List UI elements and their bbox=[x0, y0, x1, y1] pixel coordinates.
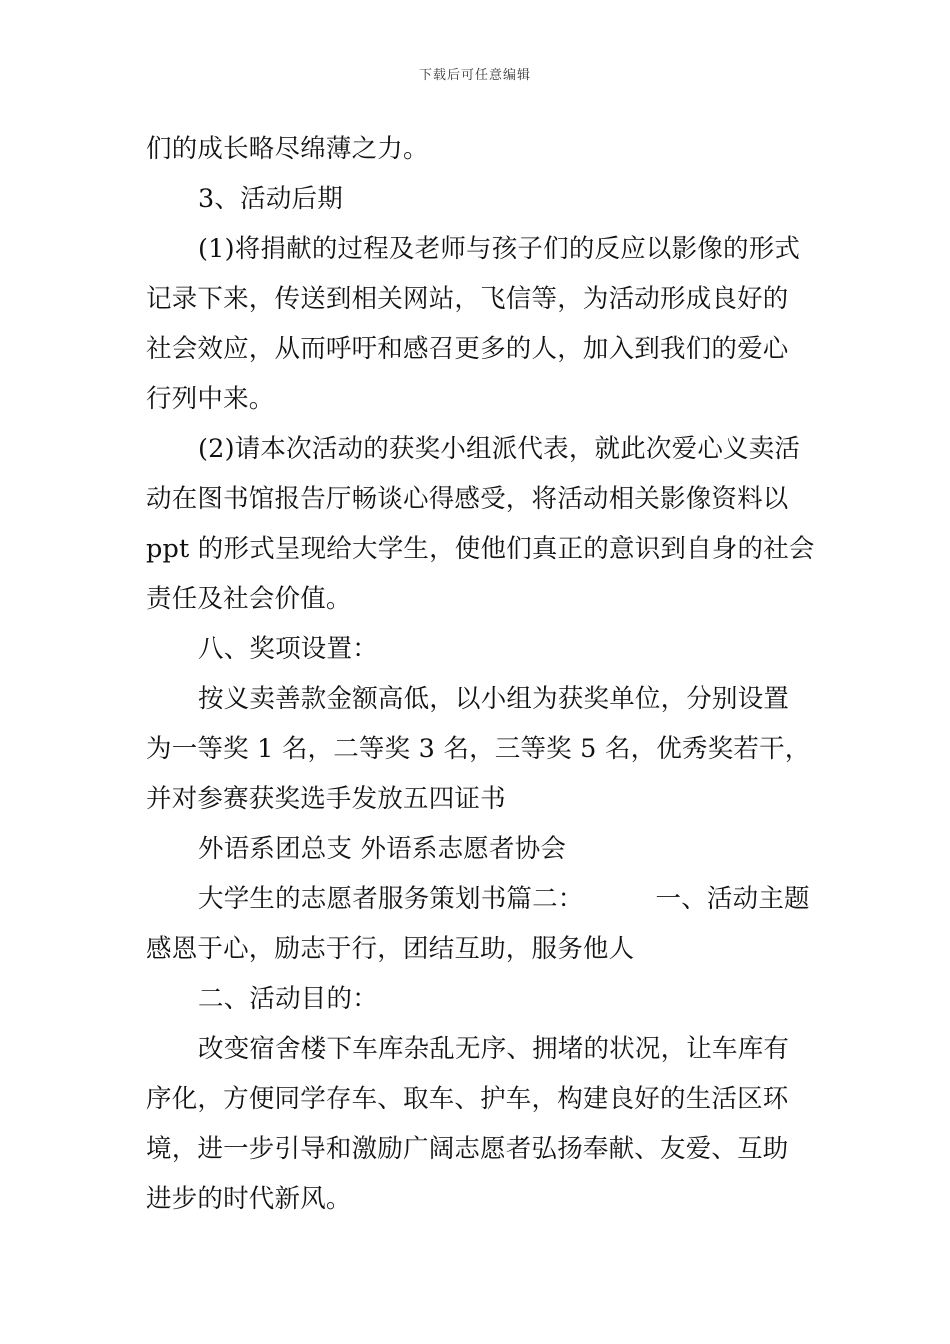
paragraph-line: 境，进一步引导和激励广阔志愿者弘扬奉献、友爱、互助 bbox=[146, 1134, 789, 1164]
section-heading-theme: 一、活动主题 bbox=[655, 884, 810, 914]
paragraph-line: 社会效应，从而呼吁和感召更多的人，加入到我们的爱心 bbox=[146, 334, 789, 364]
paragraph-line: 记录下来，传送到相关网站，飞信等，为活动形成良好的 bbox=[146, 284, 789, 314]
paragraph-line: 们的成长略尽绵薄之力。 bbox=[146, 134, 429, 164]
paragraph-line: 责任及社会价值。 bbox=[146, 584, 352, 614]
section-heading-purpose: 二、活动目的： bbox=[198, 984, 378, 1014]
section-heading-phase-3: 3、活动后期 bbox=[198, 184, 343, 214]
document-body bbox=[146, 124, 815, 1224]
paragraph-line: 为一等奖 1 名，二等奖 3 名，三等奖 5 名，优秀奖若干， bbox=[146, 734, 811, 764]
paragraph-line: 序化，方便同学存车、取车、护车，构建良好的生活区环 bbox=[146, 1084, 789, 1114]
paragraph-line: ppt 的形式呈现给大学生，使他们真正的意识到自身的社会 bbox=[146, 534, 815, 564]
paragraph-line: 改变宿舍楼下车库杂乱无序、拥堵的状况，让车库有 bbox=[198, 1034, 790, 1064]
paragraph-line: 动在图书馆报告厅畅谈心得感受，将活动相关影像资料以 bbox=[146, 484, 789, 514]
paragraph-line: 按义卖善款金额高低，以小组为获奖单位，分别设置 bbox=[198, 684, 790, 714]
title-line bbox=[146, 874, 812, 924]
theme-text: 感恩于心，励志于行，团结互助，服务他人 bbox=[146, 934, 635, 964]
paragraph-line: 行列中来。 bbox=[146, 384, 275, 414]
paragraph-line: (1)将捐献的过程及老师与孩子们的反应以影像的形式 bbox=[198, 234, 801, 264]
paragraph-line: 进步的时代新风。 bbox=[146, 1184, 352, 1214]
section-heading-awards: 八、奖项设置： bbox=[198, 634, 378, 664]
organizer-line: 外语系团总支 外语系志愿者协会 bbox=[198, 834, 567, 864]
paragraph-line: 并对参赛获奖选手发放五四证书 bbox=[146, 784, 506, 814]
page-header: 下载后可任意编辑 bbox=[418, 68, 531, 83]
paragraph-line: (2)请本次活动的获奖小组派代表，就此次爱心义卖活 bbox=[198, 434, 801, 464]
document-part-title: 大学生的志愿者服务策划书篇二： bbox=[198, 884, 584, 914]
